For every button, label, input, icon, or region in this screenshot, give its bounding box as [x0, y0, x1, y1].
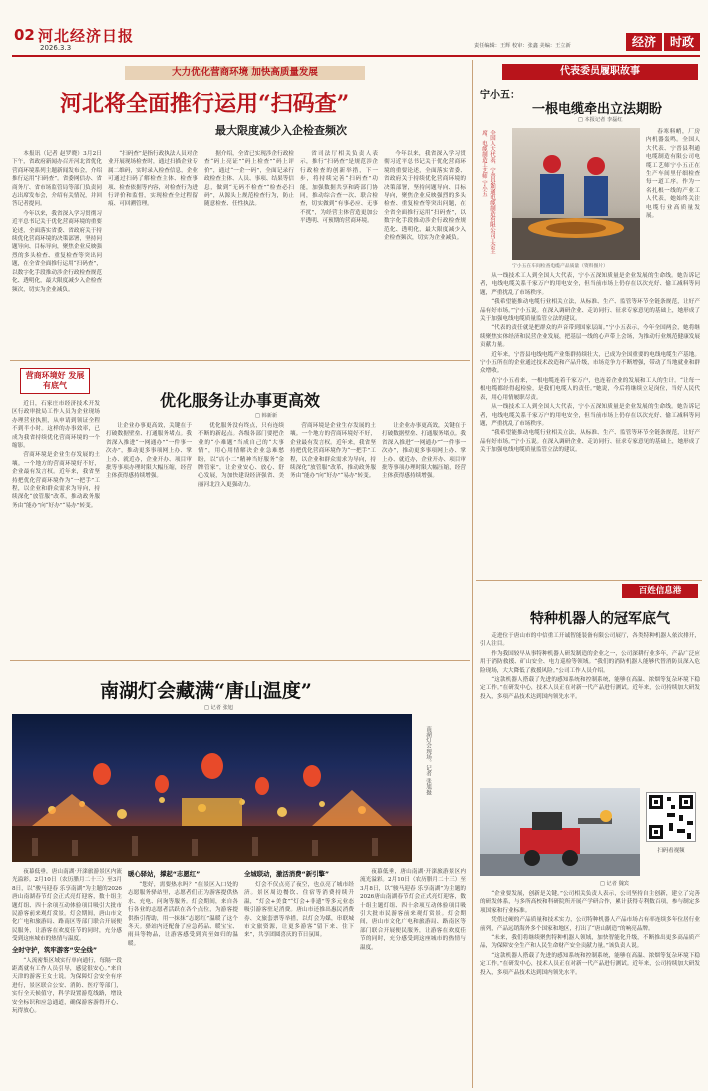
lead-col-3 [204, 150, 294, 358]
feature-story [0, 660, 470, 1088]
cable-factory-photo [512, 128, 640, 260]
feature-byline: □ 记者 张旭 [204, 705, 233, 711]
sidebar-top-paragraph: 从一线技术工人到全国人大代表，宁小五深知质量是企业发展的生命线。她告诉记者，电线电缆关系千家万户的用电安全，但当前市场上仍存在以次充好、偷工减料等问题，严重扰乱了市场秩序。 [480, 404, 700, 427]
issue-date: 2026.3.3 [40, 44, 72, 52]
sidebar-bottom-story [472, 580, 704, 1088]
column-paragraph: 优化服务没有终点，只有连续不断的新起点。各级各部门要把企业的“小难题”当成自己的“大事情”，用心用情解决企业急难愁盼，以“店小二”精神当好服务“金牌管家”，让企业安心、放心、舒心发展，为加快建设经济强省、美丽河北注入更强动力。 [198, 423, 284, 488]
sidebar-top-paragraph: 近年来，宁晋县电线电缆产业集群持续壮大，已成为全国重要的电线电缆生产基地。宁小五所在的企业通过技术改造和产品升级，市场竞争力不断增强，带动了当地就业和群众增收。 [480, 351, 700, 375]
sidebar-bottom-rule [476, 580, 702, 581]
column-paragraph: 让企业办事更高效，关键在于打破数据壁垒、打通服务堵点。我省深入推进“一网通办”“一件事一次办”，推动更多事项网上办、掌上办、就近办，企业开办、项目审批等事项办理时限大幅压缩，经营主体获得感持续增强。 [106, 423, 192, 480]
feature-col-2 [128, 868, 238, 1084]
masthead [0, 0, 708, 58]
feature-subheading: 全城联动，激活消费“新引擎” [244, 870, 330, 878]
sidebar-bottom-body-top [480, 632, 700, 784]
sidebar-top-paragraph: “我希望能推动电缆行业相关立法，从标准、生产、监管等环节全链条规范，让好产品有好市场。”宁小五说。在深入调研企业、走访同行、征求专家意见的基础上，她形成了关于加强电线电缆质量监管立法的建议。 [480, 299, 700, 323]
sidebar-bottom-title: 特种机器人的冠军底气 [530, 611, 670, 627]
column-title: 优化服务让办事更高效 [160, 391, 321, 410]
workers-graphic [512, 128, 640, 260]
sidebar-top-byline: □ 本报记者 李磊红 [578, 117, 623, 123]
sidebar-bottom-paragraph: 作为我国较早从事特种机器人研发制造的企业之一，公司深耕行业多年，产品广泛应用于消防救援、矿山安全、电力巡检等领域。“我们的消防机器人能够代替消防员深入危险现场，大大降低了救援风险。”公司工作人员介绍。 [480, 650, 700, 674]
lantern-scene-graphic [12, 714, 412, 862]
commentary-column [0, 360, 470, 658]
column-col-4 [290, 422, 376, 655]
lead-paragraph: 省司法厅相关负责人表示，推行“扫码查”是规范涉企行政检查的创新举措，下一步，将持续完善“扫码查”功能，加强数据共享和跨部门协同，推动综合查一次、联合检查，切实做到“有事必应、无事不扰”，为经营主体营造更加公平透明、可预期的营商环境。 [300, 151, 378, 225]
feature-col-1 [12, 868, 122, 1084]
sidebar-top-paragraph: 在宁小五看来，一根电缆连着千家万户，也连着企业的发展和工人的生计。“让每一根电缆都经得起检验，是我们电缆人的责任。”她说，今后将继续立足岗位，当好人民代表，用心用情履职尽责。 [480, 377, 700, 401]
feature-paragraph: “您好，需要热水吗？”在景区入口处的志愿服务驿站里，志愿者们正为游客提供热水、充电、问询等服务。灯会期间，来自各行各业的志愿者活跃在各个点位，为游客提供指引帮助，用一抹抹“志愿红”温暖了这个冬天。驿站内还配备了应急药品、暖宝宝、雨具等物品，让游客感受到宾至如归的温暖。 [128, 882, 238, 947]
qr-code-box[interactable] [646, 792, 696, 842]
sidebar-top-story [472, 60, 704, 580]
sidebar-top-paragraph: 从一线技术工人到全国人大代表，宁小五深知质量是企业发展的生命线。她告诉记者，电线电缆关系千家万户的用电安全，但当前市场上仍存在以次充好、偷工减料等问题，严重扰乱了市场秩序。 [480, 273, 700, 296]
section-economy-tab: 经济 [626, 33, 662, 51]
column-byline: □ 韩新新 [255, 413, 278, 419]
feature-subheading: 暖心驿站，撑起“志愿红” [128, 870, 201, 878]
lead-paragraph: “扫码查”是指行政执法人员对企业开展现场检查时，通过扫描企业专属二维码，实时录入检查信息，企业可通过扫码了解检查主体、检查事项、检查依据等内容，对检查行为进行评价和监督，实现检查全过程留痕、可回溯管理。 [108, 151, 198, 208]
lead-col-4 [300, 150, 378, 358]
sidebar-top-label: 代表委员履职故事 [502, 64, 698, 80]
sidebar-top-title: 一根电缆牵出立法期盼 [532, 102, 663, 117]
lead-paragraph: 今年以来，我省深入学习贯彻习近平总书记关于优化营商环境的重要论述，全面落实省委、省政府关于持续优化营商环境的决策部署，坚持问题导向、目标导向，聚焦企业反映强烈的多头检查、重复检查等突出问题，在全省全面推行运用“扫码查”，以数字化手段推动涉企行政检查规范化、透明化，最大限度减少入企检查频次，切实为企业减负。 [12, 210, 102, 293]
lead-paragraph: 据介绍，全省已实现涉企行政检查“码上亮证”“码上检查”“码上评价”，通过“一企一码”，全面记录行政检查主体、人员、事项、结果等信息，做到“无码不检查”“检查必扫码”，从源头上规范检查行为，防止随意检查、任性执法。 [204, 151, 294, 208]
sidebar-bottom-paragraph: “这款机器人搭载了先进的感知系统和控制系统，能够在高温、浓烟等复杂环境下稳定工作。”在研发中心，技术人员正在对新一代产品进行测试。近年来，公司持续加大研发投入，多项产品技术达到国内领先水平。 [480, 952, 700, 976]
sidebar-bottom-body-bottom [480, 890, 700, 1086]
feature-top-rule [10, 660, 470, 661]
lead-col-5 [384, 150, 466, 358]
lead-story [0, 60, 470, 360]
feature-paragraph: “人流密集区域实行单向通行，每隔一段距离就有工作人员引导，感觉很安心。”来自天津的游客王女士说。为保障灯会安全有序进行，景区联合公安、消防、医疗等部门，实行全天候值守，科学设置游览线路，增设安全标识和应急通道，确保游客游得开心、玩得放心。 [12, 957, 122, 1015]
sidebar-top-paragraph: 春寒料峭，厂房内机器轰鸣。全国人大代表、宁晋县利通电缆制造有限公司电缆工艺师宁小五正在生产车间里仔细检查每一道工序。作为一名扎根一线的产业工人代表，她始终关注电缆行业高质量发展。 [646, 129, 700, 220]
sidebar-top-paragraph: “代表的责任就是把群众的声音带到国家层面。”宁小五表示，今年全国两会，她将继续聚焦实体经济和民营企业发展，把基层一线的心声带上会场，为推动行业规范健康发展贡献力量。 [480, 325, 700, 349]
column-col-2 [106, 422, 192, 655]
robot-photo [480, 788, 640, 876]
sidebar-top-intro [646, 128, 700, 268]
lead-subtitle: 最大限度减少入企检查频次 [215, 124, 347, 137]
column-label: 营商环境好 发展有底气 [25, 371, 85, 390]
sidebar-bottom-label: 百姓信息港 [622, 584, 698, 598]
feature-col-3 [244, 868, 354, 1084]
top-banner-text: 大力优化营商环境 加快高质量发展 [172, 67, 318, 78]
feature-paragraph: 夜幕低垂，唐山南湖·开滦旅游景区内流光溢彩。2月10日（农历腊月二十三）至3月8日，以“骏马迎春 乐享南湖”为主题的2026唐山南湖春节灯会正式亮灯迎客，数十组主题灯组、四十余项互动体验项目吸引大批市民游客前来观灯赏景。灯会期间，唐山市文化广电和旅游局、路南区等部门联合开展便民服务，让游客在欢度佳节的同时，充分感受到这座城市的热情与温度。 [12, 869, 122, 943]
lead-paragraph: 本报讯（记者 赵罗晓）3月2日下午，省政府新闻办召开河北省优化营商环境系列主题新闻发布会，介绍推行运用“扫码查”。省委网信办、省商务厅、省市场监管局等部门负责同志出席发布会，介绍有关情况，并回答记者提问。 [12, 151, 102, 208]
column-col-3 [198, 422, 284, 655]
lead-col-1 [12, 150, 102, 358]
column-paragraph: 营商环境是企业生存发展的土壤。一个地方的营商环境好不好，企业最有发言权。近年来，我省坚持把优化营商环境作为“一把手”工程，以企业和群众需求为导向，持续深化“放管服”改革，推动政务服务由“能办”向“好办”“易办”转变。 [290, 423, 376, 480]
lantern-festival-photo [12, 714, 412, 862]
feature-subheading: 全时守护，筑牢游客“安全线” [12, 945, 98, 954]
paper-name: 河北经济日报 [38, 27, 135, 45]
lead-title: 河北将全面推行运用“扫码查” [60, 91, 350, 117]
section-news-tab: 时政 [664, 33, 700, 51]
sidebar-top-body [480, 272, 700, 578]
robot-graphic [480, 788, 640, 876]
feature-title: 南湖灯会藏满“唐山温度” [100, 680, 312, 702]
sidebar-top-paragraph: “我希望能推动电缆行业相关立法，从标准、生产、监管等环节全链条规范，让好产品有好市场。”宁小五说。在深入调研企业、走访同行、征求专家意见的基础上，她形成了关于加强电线电缆质量监管立法的建议。 [480, 430, 700, 454]
qr-code-label: 扫码看视频 [657, 848, 685, 854]
sidebar-bottom-byline: □ 记者 魏宾 [600, 881, 629, 887]
sidebar-bottom-paragraph: 走进位于唐山市的中信重工开诚智能装备有限公司展厅，各类特种机器人依次排开，引人注目。 [480, 633, 700, 648]
column-col-1 [12, 400, 100, 655]
page-number: 02 [14, 26, 35, 44]
lead-col-2 [108, 150, 198, 358]
sidebar-bottom-paragraph: “未来，我们将继续聚焦特种机器人领域，加快智能化升级，不断推出更多高品质产品，为保障安全生产和人民生命财产安全贡献力量。”该负责人说。 [480, 935, 700, 950]
sidebar-bottom-paragraph: 凭借过硬的产品质量和技术实力，公司特种机器人产品市场占有率连续多年位居行业前列，产品远销海外多个国家和地区，打出了“唐山制造”的响亮品牌。 [480, 917, 700, 932]
sidebar-bottom-paragraph: “企业要发展，创新是关键。”公司相关负责人表示，公司坚持自主创新，建立了完善的研发体系，与多所高校和科研院所开展产学研合作，累计获得专利数百项，参与制定多项国家和行业标准。 [480, 891, 700, 914]
editors-line: 责任编辑：王辉 校审：张鑫 美编：王立新 [474, 43, 571, 49]
qr-code-icon [647, 793, 695, 841]
column-paragraph: 营商环境是企业生存发展的土壤。一个地方的营商环境好不好，企业最有发言权。近年来，我省坚持把优化营商环境作为“一把手”工程，以企业和群众需求为导向，持续深化“放管服”改革，推动政务服务由“能办”向“好办”“易办”转变。 [12, 452, 100, 509]
column-col-5 [382, 422, 466, 655]
sidebar-bottom-paragraph: “这款机器人搭载了先进的感知系统和控制系统，能够在高温、浓烟等复杂环境下稳定工作。”在研发中心，技术人员正在对新一代产品进行测试。近年来，公司持续加大研发投入，多项产品技术达到国内领先水平。 [480, 677, 700, 700]
column-paragraph: 近日，石家庄市经济技术开发区行政审批局工作人员为企业现场办理营业执照，从申请到领证全程不到半小时。这样的办事效率，已成为我省持续优化营商环境的一个缩影。 [12, 401, 100, 450]
lantern-photo-caption: 南湖灯会现场。记者 张旭摄 [425, 726, 431, 795]
masthead-rule [12, 55, 700, 57]
column-top-rule [10, 360, 470, 361]
column-paragraph: 让企业办事更高效，关键在于打破数据壁垒、打通服务堵点。我省深入推进“一网通办”“一件事一次办”，推动更多事项网上办、掌上办、就近办，企业开办、项目审批等事项办理时限大幅压缩，经营主体获得感持续增强。 [382, 423, 466, 480]
feature-paragraph: 夜幕低垂，唐山南湖·开滦旅游景区内流光溢彩。2月10日（农历腊月二十三）至3月8日，以“骏马迎春 乐享南湖”为主题的2026唐山南湖春节灯会正式亮灯迎客，数十组主题灯组、四十余项互动体验项目吸引大批市民游客前来观灯赏景。灯会期间，唐山市文化广电和旅游局、路南区等部门联合开展便民服务，让游客在欢度佳节的同时，充分感受到这座城市的热情与温度。 [360, 869, 466, 951]
lead-paragraph: 今年以来，我省深入学习贯彻习近平总书记关于优化营商环境的重要论述，全面落实省委、省政府关于持续优化营商环境的决策部署，坚持问题导向、目标导向，聚焦企业反映强烈的多头检查、重复检查等突出问题，在全省全面推行运用“扫码查”，以数字化手段推动涉企行政检查规范化、透明化，最大限度减少入企检查频次，切实为企业减负。 [384, 151, 466, 242]
sidebar-top-lead-name: 宁小五： [480, 90, 520, 101]
sidebar-top-side-caption: 全国人大代表、宁晋县利通电缆制造有限公司工会主席、电缆制造工艺师 宁小五 [481, 130, 495, 255]
feature-paragraph: 灯会不仅点亮了夜空，也点亮了城市经济。景区周边餐饮、住宿等消费持续升温，“灯会+美食”“灯会+非遗”等多元业态吸引游客驻足消费。唐山市还推出惠民消费券、文旅套票等举措，以灯会为媒，串联城市文旅资源，让更多游客“留下来、住下来”，共享团圆喜庆的节日氛围。 [244, 882, 354, 939]
cable-factory-photo-label: 宁小五在车间检查电缆产品质量（资料图片） [512, 264, 608, 269]
feature-col-4 [360, 868, 466, 1084]
